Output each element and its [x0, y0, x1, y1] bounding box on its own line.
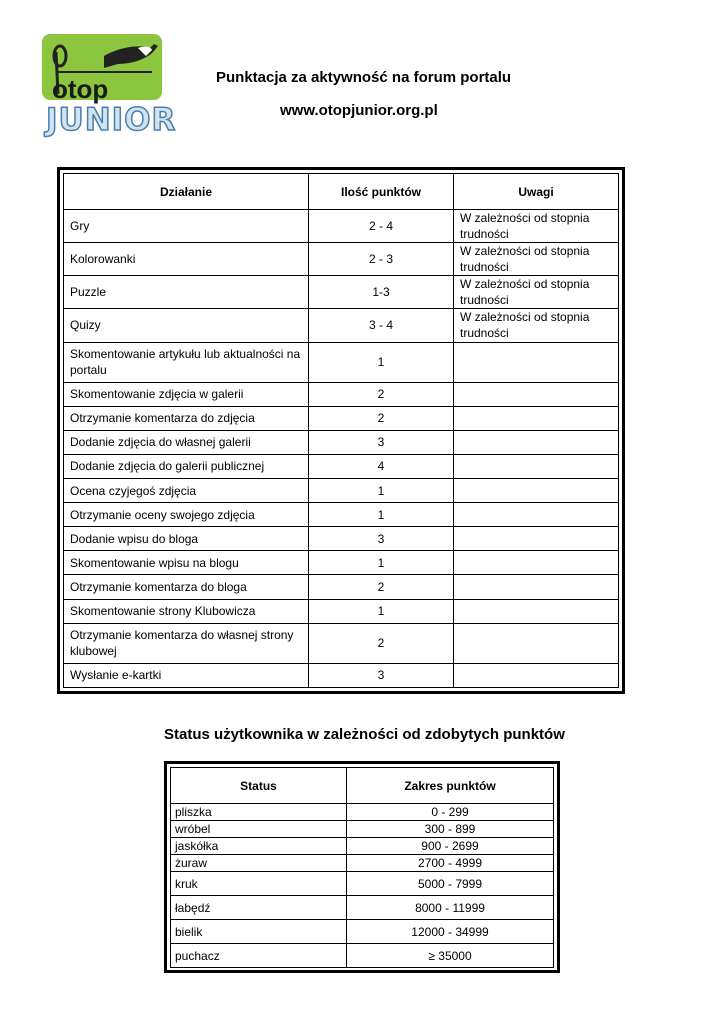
row-action: Quizy — [64, 309, 309, 342]
page-title: Punktacja za aktywność na forum portalu — [216, 69, 512, 86]
row-action: Kolorowanki — [64, 243, 309, 276]
row-note — [454, 527, 619, 551]
logo-junior-text: JUNIOR — [46, 102, 177, 138]
row-action: Otrzymanie komentarza do własnej strony klubowej — [64, 623, 309, 663]
row-action: Dodanie zdjęcia do własnej galerii — [64, 430, 309, 454]
status-table-frame — [164, 761, 560, 973]
row-points: 3 — [309, 663, 454, 687]
table-row — [64, 527, 619, 551]
row-note — [454, 503, 619, 527]
row-status: żuraw — [171, 855, 347, 872]
table-row — [171, 944, 554, 968]
column-header-notes: Uwagi — [454, 174, 619, 210]
row-action: Puzzle — [64, 276, 309, 309]
site-url: www.otopjunior.org.pl — [280, 102, 438, 119]
row-points: 3 — [309, 527, 454, 551]
row-range: 900 - 2699 — [347, 838, 554, 855]
row-action: Wysłanie e-kartki — [64, 663, 309, 687]
row-points: 3 - 4 — [309, 309, 454, 342]
row-action: Dodanie wpisu do bloga — [64, 527, 309, 551]
row-points: 4 — [309, 454, 454, 478]
row-points: 1 — [309, 479, 454, 503]
row-range: 5000 - 7999 — [347, 872, 554, 896]
table-row — [171, 804, 554, 821]
row-points: 1 — [309, 599, 454, 623]
table-row — [171, 855, 554, 872]
row-status: wróbel — [171, 821, 347, 838]
row-range: 300 - 899 — [347, 821, 554, 838]
row-note — [454, 382, 619, 406]
table-row — [64, 210, 619, 243]
row-status: pliszka — [171, 804, 347, 821]
row-note: W zależności od stopnia trudności — [454, 309, 619, 342]
table-row — [64, 276, 619, 309]
row-points: 2 — [309, 623, 454, 663]
row-status: puchacz — [171, 944, 347, 968]
logo-wordmark: otop — [52, 74, 109, 104]
row-range: 2700 - 4999 — [347, 855, 554, 872]
row-points: 2 — [309, 575, 454, 599]
otop-junior-logo — [42, 34, 177, 142]
column-header-action: Działanie — [64, 174, 309, 210]
row-action: Gry — [64, 210, 309, 243]
row-action: Otrzymanie oceny swojego zdjęcia — [64, 503, 309, 527]
table-row — [171, 872, 554, 896]
column-header-range: Zakres punktów — [347, 768, 554, 804]
table-row — [64, 479, 619, 503]
status-table-header — [171, 768, 554, 804]
table-row — [64, 575, 619, 599]
table-row — [64, 623, 619, 663]
table-row — [64, 342, 619, 382]
row-note — [454, 479, 619, 503]
status-section-title: Status użytkownika w zależności od zdobytych punktów — [164, 726, 565, 743]
row-status: kruk — [171, 872, 347, 896]
row-points: 1 — [309, 342, 454, 382]
status-table — [170, 767, 554, 968]
row-points: 1 — [309, 551, 454, 575]
row-note — [454, 406, 619, 430]
row-points: 1-3 — [309, 276, 454, 309]
table-row — [64, 551, 619, 575]
row-status: jaskółka — [171, 838, 347, 855]
logo-green-badge — [42, 34, 162, 104]
row-status: bielik — [171, 920, 347, 944]
row-range: 12000 - 34999 — [347, 920, 554, 944]
row-action: Skomentowanie artykułu lub aktualności na portalu — [64, 342, 309, 382]
row-note: W zależności od stopnia trudności — [454, 276, 619, 309]
row-note — [454, 623, 619, 663]
row-note: W zależności od stopnia trudności — [454, 243, 619, 276]
row-action: Skomentowanie strony Klubowicza — [64, 599, 309, 623]
row-note — [454, 663, 619, 687]
points-table-frame — [57, 167, 625, 694]
table-row — [64, 503, 619, 527]
table-row — [171, 821, 554, 838]
table-row — [64, 454, 619, 478]
row-action: Skomentowanie zdjęcia w galerii — [64, 382, 309, 406]
row-status: łabędź — [171, 896, 347, 920]
table-row — [64, 309, 619, 342]
row-note: W zależności od stopnia trudności — [454, 210, 619, 243]
row-points: 2 — [309, 406, 454, 430]
row-action: Otrzymanie komentarza do zdjęcia — [64, 406, 309, 430]
row-note — [454, 342, 619, 382]
row-action: Ocena czyjegoś zdjęcia — [64, 479, 309, 503]
table-row — [64, 430, 619, 454]
row-note — [454, 575, 619, 599]
table-row — [64, 382, 619, 406]
table-row — [171, 920, 554, 944]
table-row — [64, 243, 619, 276]
row-note — [454, 599, 619, 623]
row-range: 0 - 299 — [347, 804, 554, 821]
points-table — [63, 173, 619, 688]
row-note — [454, 551, 619, 575]
row-points: 2 - 3 — [309, 243, 454, 276]
table-row — [64, 599, 619, 623]
row-action: Otrzymanie komentarza do bloga — [64, 575, 309, 599]
points-table-header — [64, 174, 619, 210]
table-row — [171, 896, 554, 920]
column-header-points: Ilość punktów — [309, 174, 454, 210]
row-note — [454, 454, 619, 478]
table-row — [171, 838, 554, 855]
row-points: 3 — [309, 430, 454, 454]
row-note — [454, 430, 619, 454]
row-points: 2 — [309, 382, 454, 406]
row-range: 8000 - 11999 — [347, 896, 554, 920]
column-header-status: Status — [171, 768, 347, 804]
row-points: 1 — [309, 503, 454, 527]
row-points: 2 - 4 — [309, 210, 454, 243]
table-row — [64, 663, 619, 687]
row-range: ≥ 35000 — [347, 944, 554, 968]
table-row — [64, 406, 619, 430]
row-action: Dodanie zdjęcia do galerii publicznej — [64, 454, 309, 478]
row-action: Skomentowanie wpisu na blogu — [64, 551, 309, 575]
